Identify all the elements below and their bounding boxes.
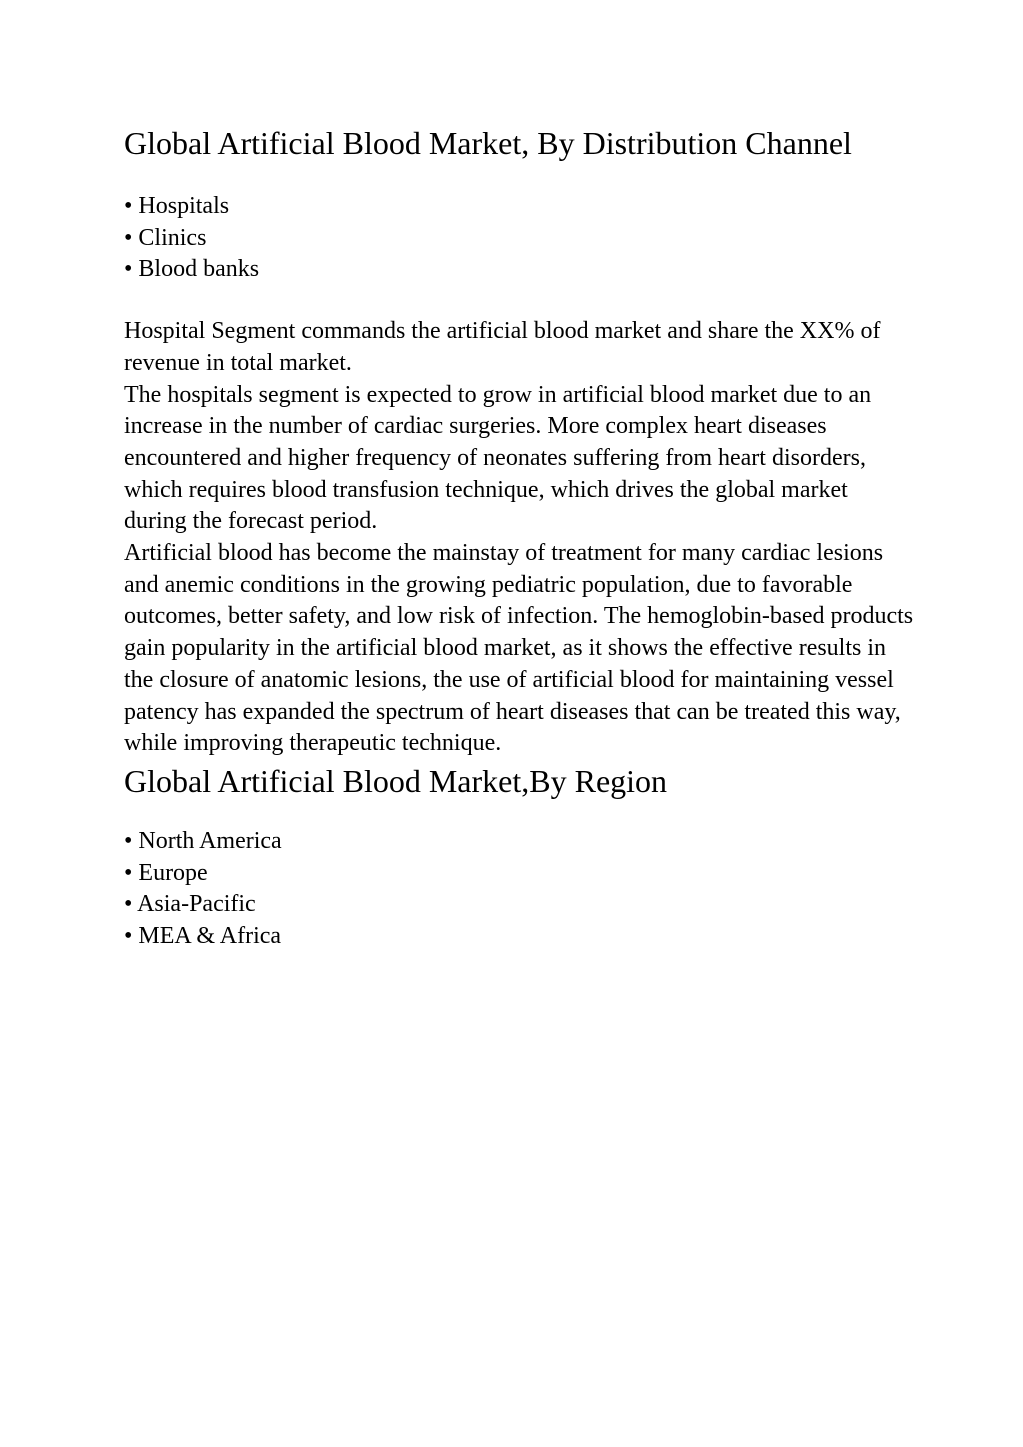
body-text bbox=[124, 316, 914, 760]
paragraph: The hospitals segment is expected to grow in artificial blood market due to an increase in the number of cardiac surgeries. More complex heart diseases encountered and higher frequency of neonates suffering from heart disorders, which requires blood transfusion technique, which drives the global market during the forecast period. bbox=[124, 381, 872, 535]
paragraph: Hospital Segment commands the artificial blood market and share the XX% of revenue in total market. bbox=[124, 318, 881, 376]
list-item: • MEA & Africa bbox=[124, 923, 282, 950]
distribution-channel-heading: Global Artificial Blood Market, By Distribution Channel bbox=[124, 125, 852, 161]
paragraph: Artificial blood has become the mainstay of treatment for many cardiac lesions and anemic conditions in the growing pediatric population, due to favorable outcomes, better safety, and low risk of infection. The hemoglobin-based products gain popularity in the artificial blood market, as it shows the effective results in the closure of anatomic lesions, the use of artificial blood for maintaining vessel patency has expanded the spectrum of heart diseases that can be treated this way, while improving therapeutic technique. bbox=[124, 540, 914, 757]
list-item: • Blood banks bbox=[124, 256, 260, 283]
list-item: • Europe bbox=[124, 859, 208, 886]
list-item: • Asia-Pacific bbox=[124, 891, 256, 918]
document-page bbox=[124, 122, 914, 953]
list-item: • Hospitals bbox=[124, 193, 230, 219]
list-item: • North America bbox=[124, 827, 282, 854]
distribution-channel-list bbox=[124, 191, 914, 286]
region-heading: Global Artificial Blood Market,By Region bbox=[124, 762, 668, 799]
region-list bbox=[124, 826, 914, 953]
list-item: • Clinics bbox=[124, 224, 207, 251]
